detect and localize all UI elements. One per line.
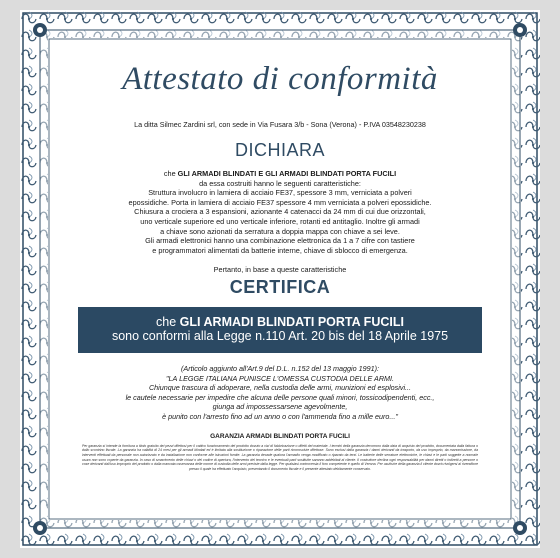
pertanto-line: Pertanto, in base a queste caratteristiche: [213, 265, 347, 275]
certificate-content: [80, 30, 480, 530]
characteristics: [80, 179, 480, 256]
body-line: epossidiche. Porta in lamiera di acciaio FE37 spessore 4 mm verniciata a polveri epossidiche.: [128, 197, 432, 207]
body-line: uno verticale superiore ed uno verticale inferiore, rotanti ed antitaglio. Inoltre gli armadi: [140, 216, 420, 226]
conformity-banner: [78, 307, 482, 353]
dichiara-heading: DICHIARA: [234, 140, 325, 160]
warranty-text: Per garanzia si intende la fornitura a titolo gratuito dei pezzi difettosi per il cattivo funzionamento del prodotto dovuto a vizi di fabbricazione o difetti del materiale. I termini della garanzia decorrono dalla data di acquisto del prodotto, documentata dalla fattura o dallo scontrino fiscale. La garanzia ha validità di 24 mesi per gli armadi blindati ed è limitata alla sostituzione o riparazione delle parti riconosciute difettose. Sono esclusi dalla garanzia i danni derivanti da trasporto, da uso improprio, da manomissione, da interventi effettuati da personale non autorizzato e da installazione non conforme alle istruzioni fornite. La garanzia decade qualora l'armadio venga modificato o riparato da terzi. Le batterie delle serrature elettroniche, le chiavi e le parti soggette a normale usura non sono coperte da garanzia. In caso di smarrimento delle chiavi o del codice di apertura, l'intervento del tecnico e le eventuali parti sostituite saranno addebitati al cliente. Il costruttore declina ogni responsabilità per danni diretti o indiretti a persone o cose derivanti dall'uso improprio del prodotto o dalla mancata osservanza delle norme di custodia delle armi previste dalla legge. Per qualsiasi controversia il foro competente è quello di Verona. Per usufruire della garanzia il cliente dovrà rivolgersi al rivenditore presso il quale ha effettuato l'acquisto, presentando il documento fiscale e il presente attestato debitamente conservato.: [82, 443, 478, 472]
product-name: GLI ARMADI BLINDATI E GLI ARMADI BLINDATI PORTA FUCILI: [177, 169, 397, 178]
body-line: a chiave sono azionati da serratura a doppia mappa con chiave a sei leve.: [160, 226, 400, 236]
body-line: da essa costruiti hanno le seguenti caratteristiche:: [199, 178, 361, 188]
banner-line-2: sono conformi alla Legge n.110 Art. 20 bis del 18 Aprile 1975: [111, 329, 449, 344]
law-line: "LA LEGGE ITALIANA PUNISCE L'OMESSA CUSTODIA DELLE ARMI.: [166, 373, 394, 383]
law-line: Chiunque trascura di adoperare, nella custodia delle armi, munizioni ed esplosivi...: [148, 383, 412, 393]
warranty-title: GARANZIA ARMADI BLINDATI PORTA FUCILI: [210, 432, 350, 440]
certificate-title: Attestato di conformità: [122, 61, 438, 97]
law-line: (Articolo aggiunto all'Art.9 del D.L. n.152 del 13 maggio 1991):: [181, 363, 379, 373]
body-line: Chiusura a crociera a 3 espansioni, azionante 4 catenacci da 24 mm di cui due orizzontali,: [134, 207, 426, 217]
product-line: [80, 169, 480, 179]
company-line: La ditta Silmec Zardini srl, con sede in Via Fusara 3/b - Sona (Verona) - P.IVA 03548230238: [134, 120, 426, 129]
law-line: è punito con l'arresto fino ad un anno o con l'ammenda fino a mille euro...": [162, 411, 398, 421]
body-line: Gli armadi elettronici hanno una combinazione elettronica da 1 a 7 cifre con tastiere: [145, 236, 415, 246]
che-prefix: che: [163, 169, 178, 178]
body-line: e programmatori alimentati da batterie interne, chiave di sblocco di emergenza.: [152, 245, 408, 255]
law-line: le cautele necessarie per impedire che alcuna delle persone quali minori, tossicodipendenti, ecc.,: [125, 392, 435, 402]
law-quote: [80, 364, 480, 422]
certificate-sheet: [20, 10, 540, 548]
banner-line-1: [78, 315, 482, 330]
banner-product: GLI ARMADI BLINDATI PORTA FUCILI: [179, 314, 404, 329]
certifica-heading: CERTIFICA: [229, 276, 331, 297]
banner-prefix: che: [156, 314, 180, 329]
law-line: giunga ad impossessarsene agevolmente,: [212, 402, 348, 412]
body-line: Struttura involucro in lamiera di acciaio FE37, spessore 3 mm, verniciata a polveri: [148, 188, 412, 198]
